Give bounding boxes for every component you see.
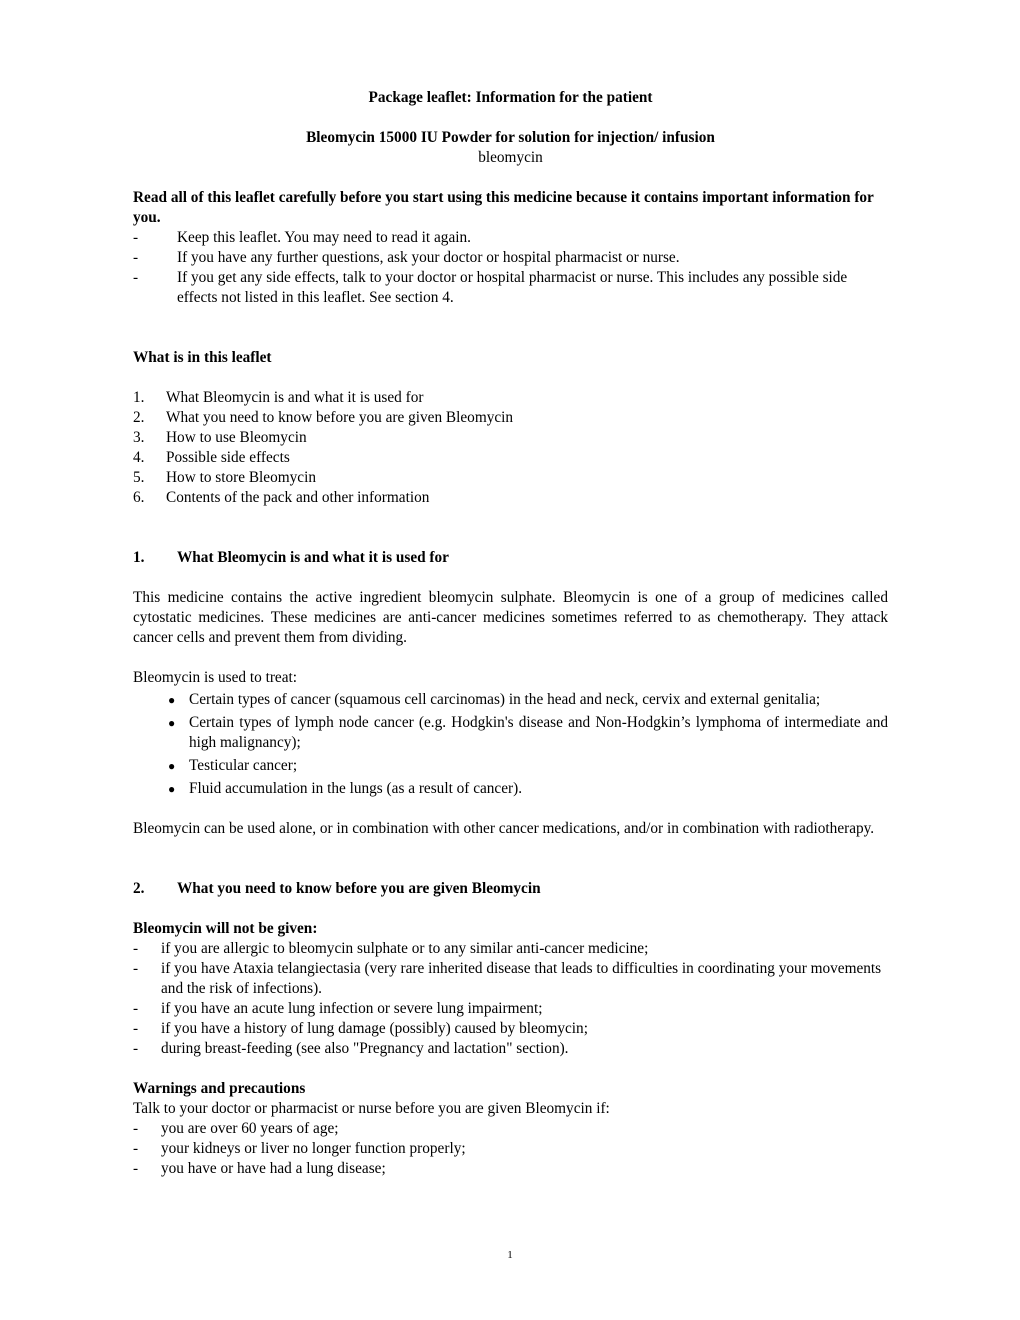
- contraindication-item: - during breast-feeding (see also "Pregnancy and lactation" section).: [133, 1040, 569, 1057]
- section-1-combination: Bleomycin can be used alone, or in combination with other cancer medications, and/or in combination with radiotherapy.: [133, 820, 875, 837]
- dash-marker: -: [133, 1000, 139, 1017]
- indication-bullet: ● Testicular cancer;: [168, 757, 298, 774]
- product-name: Bleomycin 15000 IU Powder for solution for injection/ infusion: [306, 129, 715, 146]
- contraindication-item: - if you have a history of lung damage (possibly) caused by bleomycin;: [133, 1020, 588, 1037]
- warning-item: - you are over 60 years of age;: [133, 1120, 339, 1137]
- leaflet-content: [133, 88, 888, 1179]
- toc-item: 1. What Bleomycin is and what it is used for: [133, 389, 424, 406]
- dash-marker: -: [133, 249, 139, 266]
- dash-marker: -: [133, 229, 139, 246]
- intro-item: - If you get any side effects, talk to your doctor or hospital pharmacist or nurse. This includes any possible side effects not listed in this leaflet. See section 4.: [133, 269, 848, 306]
- contraindication-item: - if you are allergic to bleomycin sulphate or to any similar anti-cancer medicine;: [133, 940, 649, 957]
- dash-marker: -: [133, 1140, 139, 1157]
- page-number: 1: [507, 1249, 513, 1261]
- not-given-heading: Bleomycin will not be given:: [133, 920, 318, 937]
- dash-marker: -: [133, 960, 139, 977]
- contraindication-item: - if you have an acute lung infection or severe lung impairment;: [133, 1000, 543, 1017]
- dash-marker: -: [133, 1020, 139, 1037]
- leaflet-title: Package leaflet: Information for the patient: [368, 89, 653, 106]
- indication-bullet: ● Certain types of lymph node cancer (e.g. Hodgkin's disease and Non-Hodgkin’s lymphoma of intermediate and high malignancy);: [168, 714, 888, 751]
- indication-bullet: ● Certain types of cancer (squamous cell carcinomas) in the head and neck, cervix and external genitalia;: [168, 691, 821, 708]
- intro-item: - If you have any further questions, ask your doctor or hospital pharmacist or nurse.: [133, 249, 680, 266]
- warnings-lead: Talk to your doctor or pharmacist or nurse before you are given Bleomycin if:: [133, 1100, 610, 1117]
- dash-marker: -: [133, 940, 139, 957]
- contraindication-item: - if you have Ataxia telangiectasia (very rare inherited disease that leads to difficulties in coordinating your movements and the risk of infections).: [133, 960, 882, 997]
- toc-item: 3. How to use Bleomycin: [133, 429, 307, 446]
- section-1-description: This medicine contains the active ingredient bleomycin sulphate. Bleomycin is one of a group of medicines called cytostatic medicines. These medicines are anti-cancer medicines sometimes referred to as chemotherapy. They attack cancer cells and prevent them from dividing.: [133, 589, 888, 646]
- intro-lead: Read all of this leaflet carefully before you start using this medicine because it contains important information for you.: [133, 189, 874, 226]
- toc-item: 6. Contents of the pack and other information: [133, 489, 430, 506]
- bullet-marker: ●: [168, 716, 176, 730]
- active-substance: bleomycin: [478, 149, 543, 166]
- used-for-lead: Bleomycin is used to treat:: [133, 669, 297, 686]
- bullet-marker: ●: [168, 759, 176, 773]
- dash-marker: -: [133, 1160, 139, 1177]
- toc-heading: What is in this leaflet: [133, 349, 272, 366]
- warning-item: - you have or have had a lung disease;: [133, 1160, 386, 1177]
- dash-marker: -: [133, 1120, 139, 1137]
- intro-item: - Keep this leaflet. You may need to read it again.: [133, 229, 471, 246]
- bullet-marker: ●: [168, 693, 176, 707]
- bullet-marker: ●: [168, 782, 176, 796]
- toc-item: 4. Possible side effects: [133, 449, 290, 466]
- dash-marker: -: [133, 1040, 139, 1057]
- warning-item: - your kidneys or liver no longer function properly;: [133, 1140, 466, 1157]
- indication-bullet: ● Fluid accumulation in the lungs (as a result of cancer).: [168, 780, 523, 797]
- toc-item: 2. What you need to know before you are given Bleomycin: [133, 409, 514, 426]
- warnings-heading: Warnings and precautions: [133, 1080, 306, 1097]
- section-1-heading: 1. What Bleomycin is and what it is used for: [133, 549, 449, 566]
- section-2-heading: 2. What you need to know before you are given Bleomycin: [133, 880, 541, 897]
- toc-item: 5. How to store Bleomycin: [133, 469, 316, 486]
- dash-marker: -: [133, 269, 139, 286]
